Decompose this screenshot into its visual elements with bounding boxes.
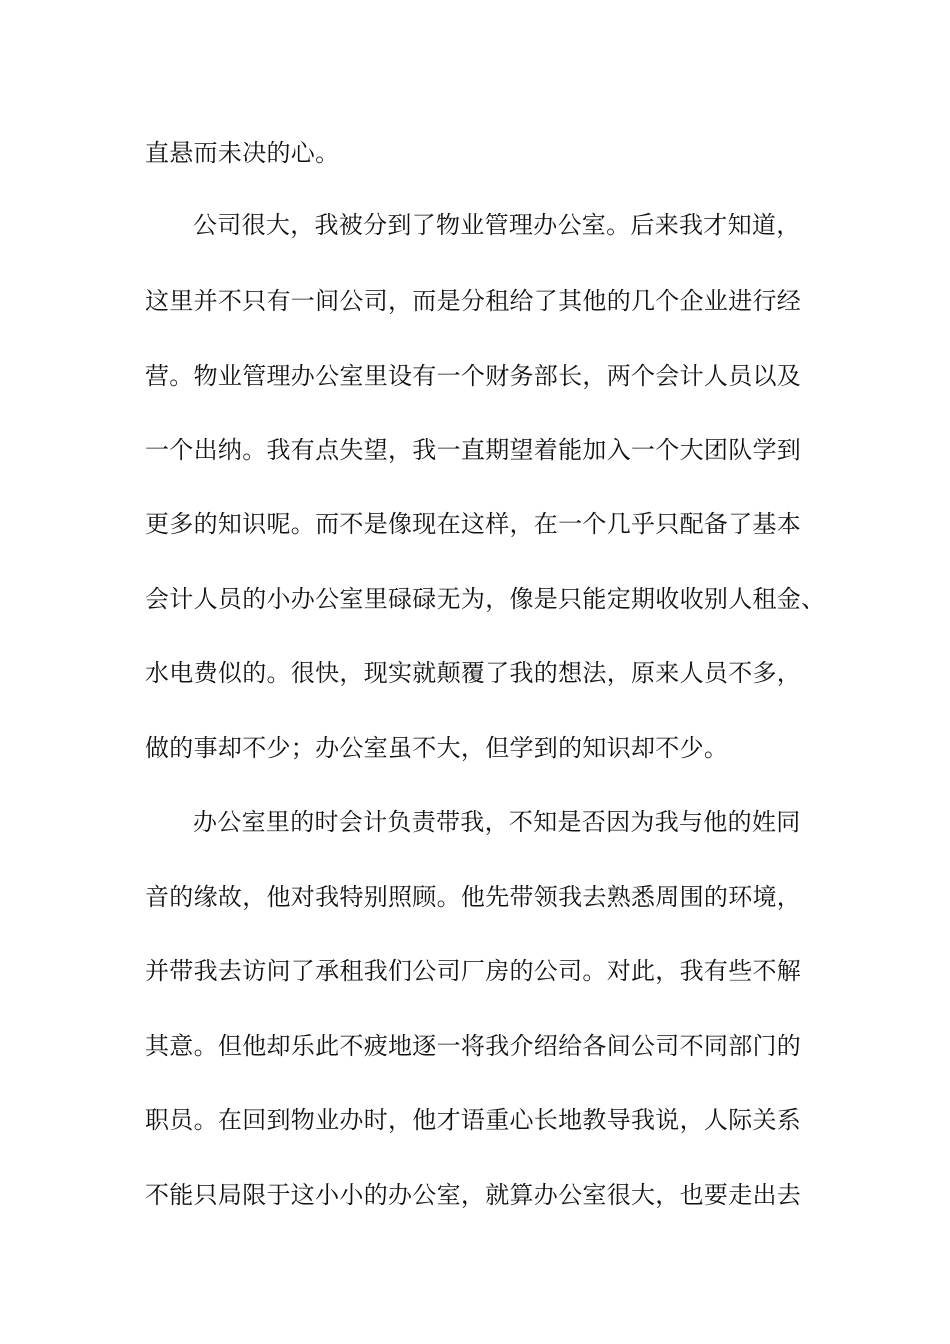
- paragraph-start-line: 办公室里的时会计负责带我，不知是否因为我与他的姓同: [193, 808, 801, 836]
- text-line-14: 职员。在回到物业办时，他才语重心长地教导我说，人际关系: [145, 1106, 802, 1134]
- text-line-6: 更多的知识呢。而不是像现在这样，在一个几乎只配备了基本: [145, 510, 802, 538]
- text-line-13: 其意。但他却乐此不疲地逐一将我介绍给各间公司不同部门的: [145, 1032, 802, 1060]
- text-line-12: 并带我去访问了承租我们公司厂房的公司。对此，我有些不解: [145, 957, 802, 985]
- text-line-4: 营。物业管理办公室里设有一个财务部长，两个会计人员以及: [145, 362, 802, 390]
- text-line-3: 这里并不只有一间公司，而是分租给了其他的几个企业进行经: [145, 287, 802, 315]
- text-line-9: 做的事却不少；办公室虽不大，但学到的知识却不少。: [145, 734, 729, 762]
- text-line-8: 水电费似的。很快，现实就颠覆了我的想法，原来人员不多，: [145, 659, 802, 687]
- text-line-11: 音的缘故，他对我特别照顾。他先带领我去熟悉周围的环境，: [145, 883, 802, 911]
- text-line-1: 直悬而未决的心。: [145, 139, 340, 167]
- paragraph-start-line: 公司很大，我被分到了物业管理办公室。后来我才知道，: [193, 211, 801, 239]
- text-line-7: 会计人员的小办公室里碌碌无为，像是只能定期收收别人租金、: [145, 585, 826, 613]
- text-line-5: 一个出纳。我有点失望，我一直期望着能加入一个大团队学到: [145, 436, 802, 464]
- text-line-15: 不能只局限于这小小的办公室，就算办公室很大，也要走出去: [145, 1181, 802, 1209]
